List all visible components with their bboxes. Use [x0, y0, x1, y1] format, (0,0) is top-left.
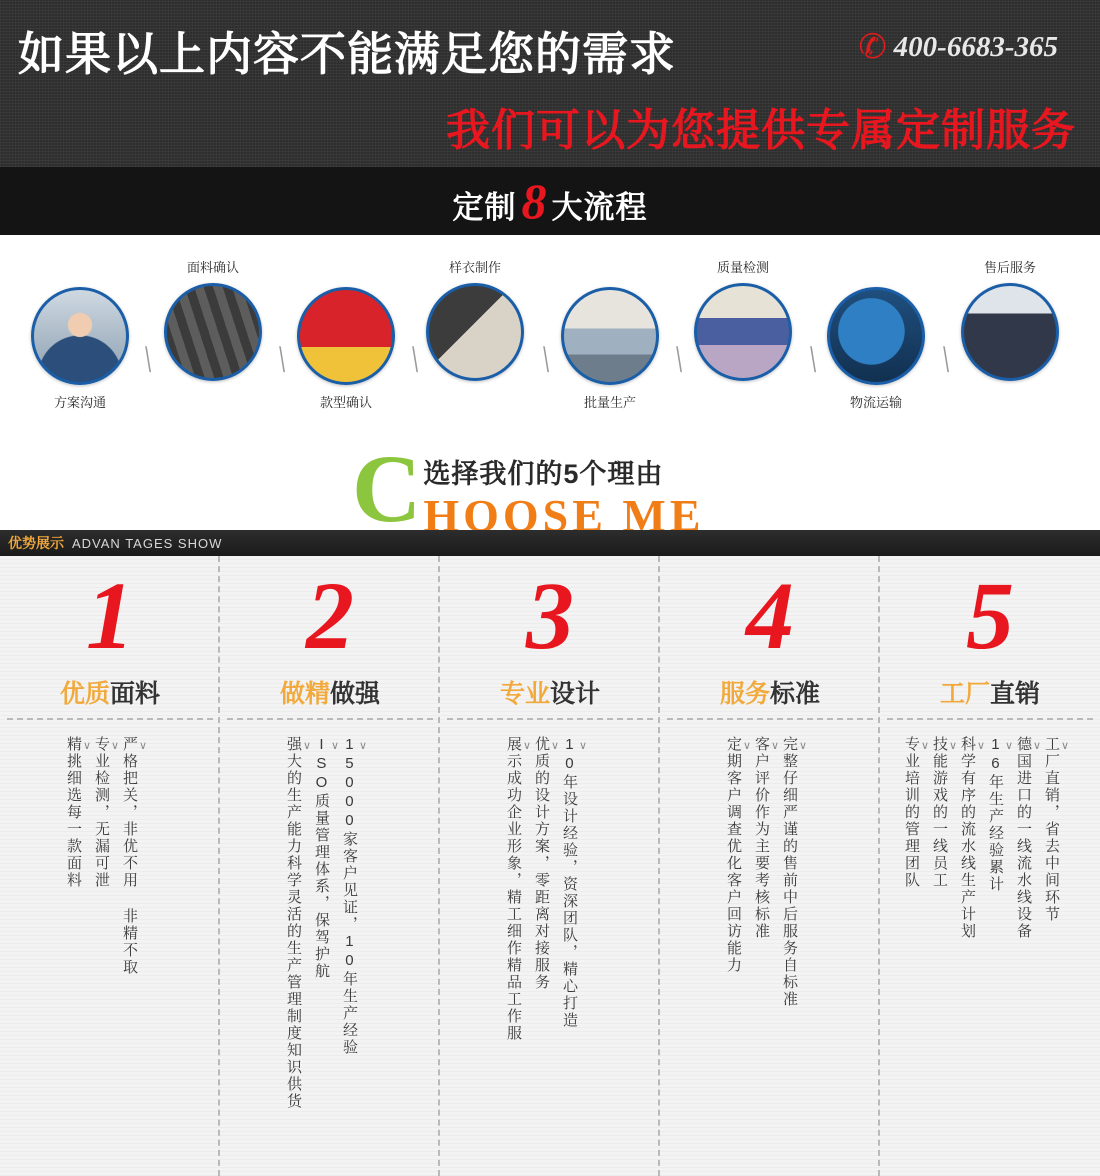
reason-item: ∨ ISO质量管理体系，保驾护航	[319, 736, 341, 1150]
reason-item: ∨ 技能游戏的一线员工	[937, 736, 959, 1150]
reason-title-1	[0, 674, 220, 718]
reason-title-rest-5: 直销	[990, 680, 1041, 708]
step-photo-5	[561, 287, 659, 385]
reason-item: ∨ 德国进口的一线流水线设备	[1021, 736, 1043, 1150]
reason-title-accent-4: 服务	[719, 680, 770, 708]
step-photo-2	[164, 283, 262, 381]
reason-title-rest-3: 设计	[550, 680, 601, 708]
choose-me-title	[0, 440, 1100, 530]
header-headline-2: 我们可以为您提供专属定制服务	[446, 106, 1076, 155]
reason-title-5	[880, 674, 1100, 718]
step-label-6: 质量检测	[716, 260, 769, 275]
step-label-3: 款型确认	[319, 395, 372, 410]
reason-title-accent-5: 工厂	[939, 680, 990, 708]
reason-item: ∨ 定期客户调查优化客户回访能力	[731, 736, 753, 1150]
reason-item: ∨ 专业培训的管理团队	[909, 736, 931, 1150]
reason-items-1	[0, 720, 220, 1150]
reason-number-2: 2	[306, 562, 354, 669]
process-step-6	[685, 257, 801, 381]
step-label-4: 样衣制作	[448, 260, 501, 275]
choose-cn-text: 选择我们的5个理由	[423, 459, 664, 489]
reason-item: ∨ 完整仔细严谨的售前中后服务自标准	[787, 736, 809, 1150]
reason-number-5: 5	[966, 562, 1014, 669]
header-headline-1: 如果以上内容不能满足您的需求	[18, 28, 676, 80]
phone-icon: ✆	[858, 28, 887, 66]
arrow-icon-4: ╲	[536, 347, 555, 373]
arrow-icon-1: ╲	[138, 347, 157, 373]
process-step-5	[552, 287, 668, 411]
advantage-bar-en: ADVAN TAGES SHOW	[72, 535, 223, 551]
process-step-4	[417, 257, 533, 381]
process-step-7	[818, 287, 934, 411]
reason-title-accent-3: 专业	[499, 680, 550, 708]
reason-item: ∨ 工厂直销，省去中间环节	[1049, 736, 1071, 1150]
reason-items-3	[440, 720, 660, 1150]
reason-title-accent-1: 优质	[59, 680, 110, 708]
process-title-suffix: 大流程	[551, 190, 648, 225]
step-photo-8	[961, 283, 1059, 381]
reason-item: ∨ 精挑细选每一款面料	[71, 736, 93, 1150]
step-photo-3	[297, 287, 395, 385]
arrow-icon-2: ╲	[272, 347, 291, 373]
reason-number-4: 4	[746, 562, 794, 669]
reason-item: ∨ 科学有序的流水线生产计划	[965, 736, 987, 1150]
reason-item: ∨ 16年生产经验累计	[993, 736, 1015, 1150]
process-title-number: 8	[521, 173, 547, 229]
reason-items-2	[220, 720, 440, 1150]
arrow-icon-6: ╲	[803, 347, 822, 373]
step-label-7: 物流运输	[849, 395, 902, 410]
step-photo-1	[31, 287, 129, 385]
step-photo-6	[694, 283, 792, 381]
reason-item: ∨ 客户评价作为主要考核标准	[759, 736, 781, 1150]
step-label-5: 批量生产	[583, 395, 636, 410]
reason-title-accent-2: 做精	[279, 680, 330, 708]
step-label-8: 售后服务	[983, 260, 1036, 275]
process-title-prefix: 定制	[452, 190, 517, 225]
reason-number-1: 1	[86, 562, 134, 669]
reason-item: ∨ 强大的生产能力科学灵活的生产管理制度知识供货	[291, 736, 313, 1150]
reason-item: ∨ 10年设计经验，资深团队，精心打造	[567, 736, 589, 1150]
reason-title-rest-2: 做强	[330, 680, 381, 708]
process-step-8	[952, 257, 1068, 381]
header-phone	[858, 30, 1058, 64]
advantage-bar-cn: 优势展示	[8, 535, 64, 551]
reason-column-4	[660, 556, 880, 1176]
step-photo-4	[426, 283, 524, 381]
choose-en-text: HOOSE ME	[423, 490, 705, 530]
phone-number: 400-6683-365	[893, 30, 1058, 63]
reason-title-3	[440, 674, 660, 718]
reason-items-4	[660, 720, 880, 1150]
process-step-1	[22, 287, 138, 411]
process-steps	[0, 235, 1100, 440]
arrow-icon-3: ╲	[405, 347, 424, 373]
process-step-2	[155, 257, 271, 381]
advantage-bar	[0, 530, 1100, 556]
reason-title-rest-4: 标准	[770, 680, 821, 708]
step-label-1: 方案沟通	[53, 395, 106, 410]
header-banner	[0, 0, 1100, 167]
reason-item: ∨ 严格把关，非优不用 非精不取	[127, 736, 149, 1150]
reason-title-4	[660, 674, 880, 718]
process-title-bar	[0, 167, 1100, 235]
step-label-2: 面料确认	[186, 260, 239, 275]
reason-column-2	[220, 556, 440, 1176]
arrow-icon-5: ╲	[669, 347, 688, 373]
reason-title-rest-1: 面料	[110, 680, 161, 708]
reason-column-1	[0, 556, 220, 1176]
reason-number-3: 3	[526, 562, 574, 669]
reason-item: ∨ 展示成功企业形象，精工细作精品工作服	[511, 736, 533, 1150]
process-step-3	[288, 287, 404, 411]
reasons-grid	[0, 556, 1100, 1176]
choose-big-letter: C	[352, 440, 422, 530]
reason-column-5	[880, 556, 1100, 1176]
reason-item: ∨ 15000家客户见证，10年生产经验	[347, 736, 369, 1150]
arrow-icon-7: ╲	[936, 347, 955, 373]
step-photo-7	[827, 287, 925, 385]
reason-title-2	[220, 674, 440, 718]
reason-item: ∨ 专业检测，无漏可泄	[99, 736, 121, 1150]
reason-item: ∨ 优质的设计方案，零距离对接服务	[539, 736, 561, 1150]
reason-column-3	[440, 556, 660, 1176]
reason-items-5	[880, 720, 1100, 1150]
